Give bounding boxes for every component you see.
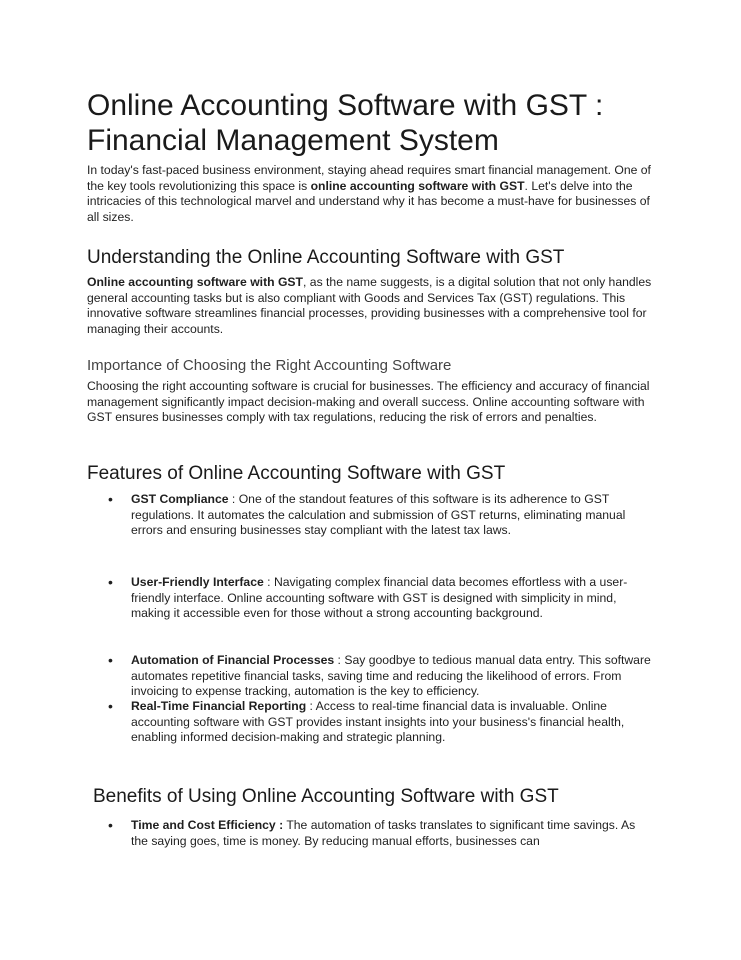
intro-bold-keyword: online accounting software with GST [310,178,525,193]
benefit-title: Time and Cost Efficiency : [131,818,284,832]
importance-paragraph: Choosing the right accounting software is crucial for businesses. The efficiency and accuracy of financial management significantly impact decision-making and overall success. Online accounting software with GST ensures businesses comply with tax regulations, reducing the risk of errors and penalties. [87,379,650,424]
list-item: • Automation of Financial Processes : Say goodbye to tedious manual data entry. This software automates repetitive financial tasks, saving time and reducing the likelihood of errors. From invoicing to expense tracking, automation is the key to efficiency. [108,652,651,698]
section-heading-understanding: Understanding the Online Accounting Software with GST [87,247,565,268]
feature-text: Say goodbye to tedious manual data entry. This software automates repetitive financial tasks, saving time and reducing the likelihood of errors. From invoicing to expense tracking, automation is the key to efficiency. [131,653,651,698]
feature-title: Automation of Financial Processes [131,653,335,667]
feature-title: Real-Time Financial Reporting [131,699,307,713]
understanding-paragraph [87,275,653,337]
understanding-bold-keyword: Online accounting software with GST [87,275,304,289]
list-item: • GST Compliance : One of the standout features of this software is its adherence to GST regulations. It automates the calculation and submission of GST returns, eliminating manual errors and ensuring businesses stay compliant with the latest tax laws. [108,491,626,537]
section-heading-features: Features of Online Accounting Software with GST [87,463,506,484]
understanding-text: , as the name suggests, is a digital solution that not only handles general accounting tasks but is also compliant with Goods and Services Tax (GST) regulations. This innovative software streamlines financial processes, providing businesses with a comprehensive tool for managing their accounts. [87,275,652,336]
bullet-icon: • [108,652,113,668]
list-item: • User-Friendly Interface : Navigating complex financial data becomes effortless with a user-friendly interface. Online accounting software with GST is designed with simplicity in mind, making it accessible even for those without a strong accounting background. [108,574,628,620]
list-item [108,818,653,849]
feature-title: GST Compliance [131,492,229,506]
bullet-icon: • [108,491,113,507]
bullet-icon: • [108,817,113,833]
feature-text: One of the standout features of this software is its adherence to GST regulations. It automates the calculation and submission of GST returns, eliminating manual errors and ensuring businesses stay compliant with the latest tax laws. [131,492,626,537]
benefit-text: The automation of tasks translates to significant time savings. As the saying goes, time is money. By reducing manual efforts, businesses can [131,818,636,848]
feature-text: Navigating complex financial data becomes effortless with a user-friendly interface. Online accounting software with GST is designed with simplicity in mind, making it accessible even for those without a strong accounting background. [131,575,628,620]
feature-text: Access to real-time financial data is invaluable. Online accounting software with GST provides instant insights into your business's financial health, enabling informed decision-making and strategic planning. [131,699,625,744]
section-heading-benefits: Benefits of Using Online Accounting Software with GST [93,786,559,807]
intro-text-2: . Let's delve into the intricacies of this technological marvel and understand why it has become a must-have for businesses of all sizes. [87,178,650,224]
feature-title: User-Friendly Interface [131,575,264,589]
list-item: • Real-Time Financial Reporting : Access to real-time financial data is invaluable. Online accounting software with GST provides instant insights into your business's financial health, enabling informed decision-making and strategic planning. [108,698,625,744]
intro-paragraph [87,163,653,225]
document-title: Online Accounting Software with GST : Financial Management System [87,89,604,157]
intro-text-1: In today's fast-paced business environment, staying ahead requires smart financial management. One of the key tools revolutionizing this space is [87,163,651,193]
subheading-importance: Importance of Choosing the Right Accounting Software [87,357,452,374]
bullet-icon: • [108,574,113,590]
bullet-icon: • [108,698,113,714]
